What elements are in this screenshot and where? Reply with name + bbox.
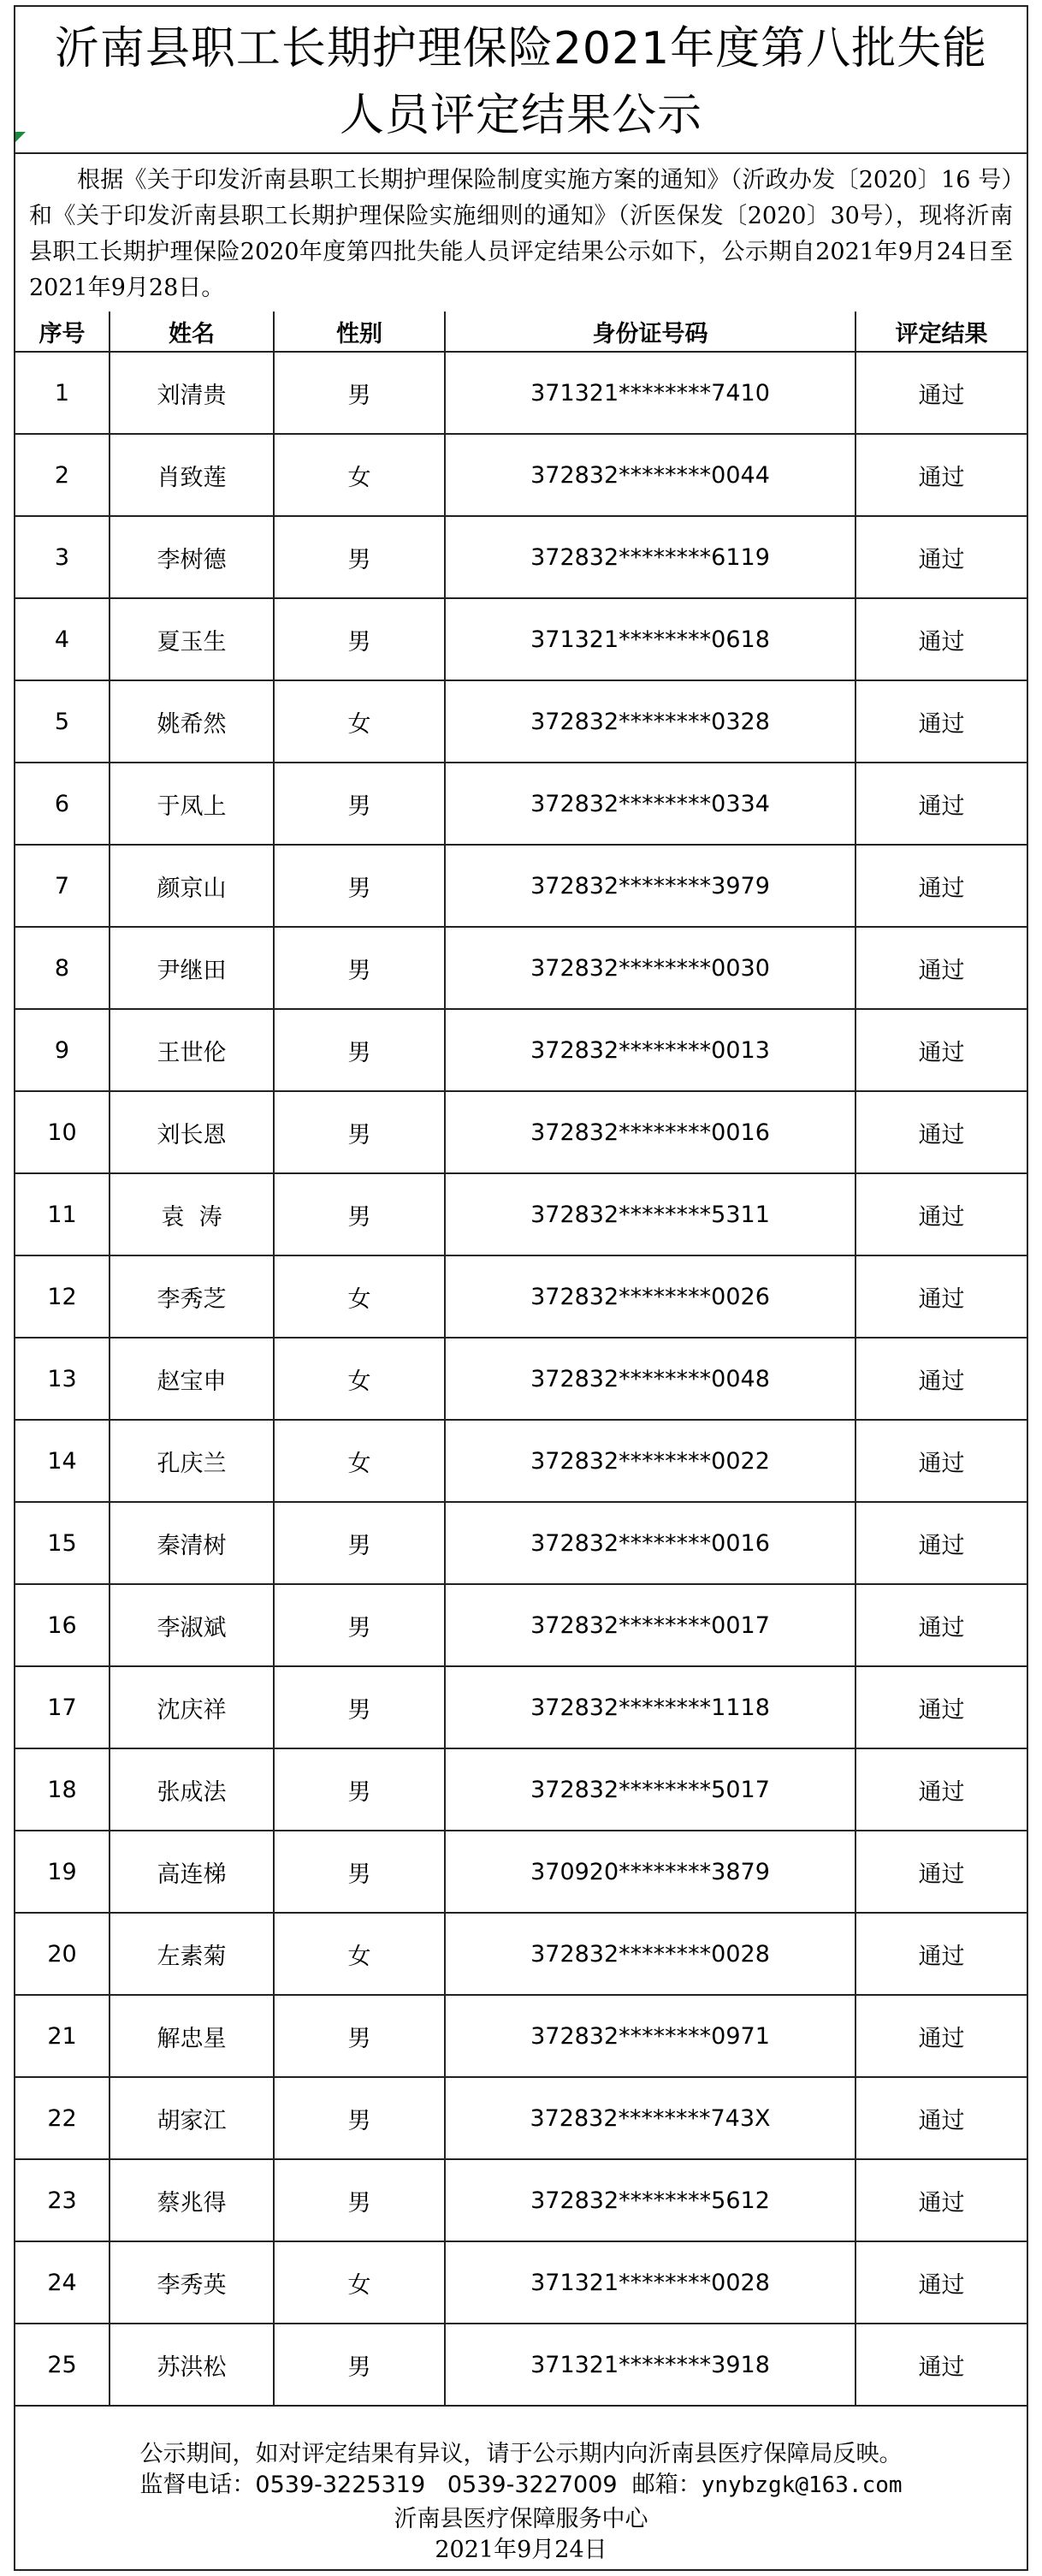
cell-name: 姚希然	[110, 680, 274, 763]
cell-result: 通过	[856, 1584, 1027, 1666]
cell-index: 20	[15, 1913, 110, 1995]
cell-result: 通过	[856, 2077, 1027, 2159]
cell-gender: 女	[274, 1255, 445, 1338]
cell-id-number: 372832********5017	[445, 1748, 856, 1831]
cell-result: 通过	[856, 598, 1027, 680]
table-row	[15, 1995, 1027, 2077]
cell-id-number: 372832********0026	[445, 1255, 856, 1338]
cell-name: 赵宝申	[110, 1338, 274, 1420]
cell-index: 19	[15, 1831, 110, 1913]
cell-result: 通过	[856, 680, 1027, 763]
notice-sheet	[14, 5, 1028, 2571]
cell-gender: 男	[274, 1584, 445, 1666]
table-row	[15, 1502, 1027, 1584]
cell-index: 18	[15, 1748, 110, 1831]
table-row	[15, 1255, 1027, 1338]
table-row	[15, 1748, 1027, 1831]
title-line-2: 人员评定结果公示	[339, 90, 702, 141]
cell-result: 通过	[856, 1173, 1027, 1255]
cell-index: 10	[15, 1091, 110, 1173]
cell-result: 通过	[856, 1420, 1027, 1502]
intro-paragraph: 根据《关于印发沂南县职工长期护理保险制度实施方案的通知》（沂政办发〔2020〕16 号）和《关于印发沂南县职工长期护理保险实施细则的通知》（沂医保发〔2020〕30号），现将沂南县职工长期护理保险2020年度第四批失能人员评定结果公示如下，公示期自2021年9月24日至2021年9月28日。	[29, 167, 1013, 301]
cell-name: 秦清树	[110, 1502, 274, 1584]
cell-id-number: 372832********0328	[445, 680, 856, 763]
cell-id-number: 372832********0013	[445, 1009, 856, 1091]
phone-label: 监督电话：	[139, 2472, 256, 2498]
cell-id-number: 372832********0022	[445, 1420, 856, 1502]
table-row	[15, 352, 1027, 434]
email-address: ynybzgk@163.com	[701, 2472, 903, 2498]
cell-result: 通过	[856, 927, 1027, 1009]
cell-gender: 男	[274, 516, 445, 598]
table-row	[15, 845, 1027, 927]
cell-name: 蔡兆得	[110, 2159, 274, 2241]
cell-gender: 男	[274, 2077, 445, 2159]
table-body	[15, 352, 1027, 2406]
table-row	[15, 1091, 1027, 1173]
cell-gender: 男	[274, 845, 445, 927]
table-row	[15, 1831, 1027, 1913]
cell-name: 张成法	[110, 1748, 274, 1831]
table-row	[15, 1338, 1027, 1420]
cell-gender: 男	[274, 927, 445, 1009]
cell-corner-marker-icon	[15, 132, 26, 142]
cell-id-number: 372832********0028	[445, 1913, 856, 1995]
phone-number-2: 0539-3227009	[447, 2472, 618, 2498]
cell-name: 尹继田	[110, 927, 274, 1009]
cell-gender: 女	[274, 680, 445, 763]
cell-name: 李树德	[110, 516, 274, 598]
cell-index: 13	[15, 1338, 110, 1420]
cell-index: 15	[15, 1502, 110, 1584]
cell-name: 左素菊	[110, 1913, 274, 1995]
cell-gender: 男	[274, 1009, 445, 1091]
table-row	[15, 2077, 1027, 2159]
table-header-row	[15, 312, 1027, 352]
cell-result: 通过	[856, 1502, 1027, 1584]
contact-line	[15, 2470, 1027, 2501]
footer	[15, 2439, 1027, 2566]
cell-name: 袁 涛	[110, 1173, 274, 1255]
cell-id-number: 372832********0017	[445, 1584, 856, 1666]
objection-notice: 公示期间，如对评定结果有异议，请于公示期内向沂南县医疗保障局反映。	[139, 2441, 903, 2467]
cell-name: 于凤上	[110, 763, 274, 845]
results-table	[15, 312, 1027, 2407]
cell-id-number: 372832********5311	[445, 1173, 856, 1255]
cell-name: 李淑斌	[110, 1584, 274, 1666]
cell-id-number: 372832********5612	[445, 2159, 856, 2241]
cell-name: 刘长恩	[110, 1091, 274, 1173]
cell-name: 夏玉生	[110, 598, 274, 680]
cell-index: 11	[15, 1173, 110, 1255]
cell-name: 解忠星	[110, 1995, 274, 2077]
cell-id-number: 372832********0334	[445, 763, 856, 845]
cell-index: 17	[15, 1666, 110, 1748]
cell-gender: 男	[274, 1995, 445, 2077]
cell-id-number: 372832********0030	[445, 927, 856, 1009]
cell-gender: 女	[274, 434, 445, 516]
cell-gender: 男	[274, 1091, 445, 1173]
cell-index: 8	[15, 927, 110, 1009]
table-row	[15, 927, 1027, 1009]
cell-gender: 女	[274, 1338, 445, 1420]
header-id-number: 身份证号码	[445, 312, 856, 352]
cell-id-number: 372832********0971	[445, 1995, 856, 2077]
cell-id-number: 371321********3918	[445, 2324, 856, 2406]
cell-index: 24	[15, 2241, 110, 2324]
phone-number-1: 0539-3225319	[255, 2472, 426, 2498]
cell-index: 12	[15, 1255, 110, 1338]
cell-id-number: 372832********0016	[445, 1091, 856, 1173]
cell-id-number: 372832********743X	[445, 2077, 856, 2159]
cell-index: 23	[15, 2159, 110, 2241]
cell-result: 通过	[856, 1748, 1027, 1831]
cell-result: 通过	[856, 2159, 1027, 2241]
cell-index: 4	[15, 598, 110, 680]
issue-date: 2021年9月24日	[435, 2537, 607, 2563]
cell-gender: 男	[274, 1666, 445, 1748]
table-row	[15, 680, 1027, 763]
cell-id-number: 371321********0028	[445, 2241, 856, 2324]
cell-index: 25	[15, 2324, 110, 2406]
cell-index: 3	[15, 516, 110, 598]
cell-name: 高连梯	[110, 1831, 274, 1913]
table-row	[15, 1913, 1027, 1995]
cell-index: 16	[15, 1584, 110, 1666]
cell-id-number: 371321********0618	[445, 598, 856, 680]
table-row	[15, 516, 1027, 598]
cell-gender: 男	[274, 2159, 445, 2241]
cell-name: 孔庆兰	[110, 1420, 274, 1502]
table-row	[15, 434, 1027, 516]
cell-gender: 男	[274, 2324, 445, 2406]
table-row	[15, 598, 1027, 680]
cell-name: 李秀英	[110, 2241, 274, 2324]
cell-result: 通过	[856, 1666, 1027, 1748]
header-gender: 性别	[274, 312, 445, 352]
title-divider	[15, 152, 1027, 154]
table-row	[15, 1009, 1027, 1091]
cell-gender: 男	[274, 352, 445, 434]
email-label: 邮箱：	[631, 2472, 702, 2498]
cell-index: 22	[15, 2077, 110, 2159]
cell-gender: 男	[274, 598, 445, 680]
title-line-1: 沂南县职工长期护理保险2021年度第八批失能	[54, 23, 988, 74]
table-row	[15, 2324, 1027, 2406]
cell-name: 王世伦	[110, 1009, 274, 1091]
cell-id-number: 372832********0048	[445, 1338, 856, 1420]
cell-index: 14	[15, 1420, 110, 1502]
cell-gender: 男	[274, 1831, 445, 1913]
cell-result: 通过	[856, 1831, 1027, 1913]
issuing-organization: 沂南县医疗保障服务中心	[394, 2506, 648, 2532]
table-row	[15, 1666, 1027, 1748]
header-result: 评定结果	[856, 312, 1027, 352]
cell-result: 通过	[856, 1338, 1027, 1420]
cell-result: 通过	[856, 434, 1027, 516]
cell-name: 胡家江	[110, 2077, 274, 2159]
cell-index: 7	[15, 845, 110, 927]
cell-gender: 男	[274, 1173, 445, 1255]
cell-index: 5	[15, 680, 110, 763]
cell-result: 通过	[856, 845, 1027, 927]
table-row	[15, 1584, 1027, 1666]
cell-gender: 女	[274, 2241, 445, 2324]
cell-id-number: 372832********6119	[445, 516, 856, 598]
cell-result: 通过	[856, 2324, 1027, 2406]
cell-index: 21	[15, 1995, 110, 2077]
cell-gender: 男	[274, 1502, 445, 1584]
cell-id-number: 371321********7410	[445, 352, 856, 434]
cell-result: 通过	[856, 1255, 1027, 1338]
cell-name: 肖致莲	[110, 434, 274, 516]
cell-index: 2	[15, 434, 110, 516]
header-index: 序号	[15, 312, 110, 352]
cell-result: 通过	[856, 1091, 1027, 1173]
cell-gender: 女	[274, 1420, 445, 1502]
cell-index: 9	[15, 1009, 110, 1091]
cell-name: 苏洪松	[110, 2324, 274, 2406]
cell-index: 1	[15, 352, 110, 434]
cell-id-number: 372832********1118	[445, 1666, 856, 1748]
cell-result: 通过	[856, 1009, 1027, 1091]
table-row	[15, 1173, 1027, 1255]
cell-id-number: 370920********3879	[445, 1831, 856, 1913]
page-title	[15, 15, 1027, 149]
table-row	[15, 763, 1027, 845]
header-name: 姓名	[110, 312, 274, 352]
cell-result: 通过	[856, 516, 1027, 598]
cell-gender: 男	[274, 1748, 445, 1831]
table-row	[15, 2241, 1027, 2324]
cell-name: 颜京山	[110, 845, 274, 927]
cell-result: 通过	[856, 1913, 1027, 1995]
cell-name: 沈庆祥	[110, 1666, 274, 1748]
cell-result: 通过	[856, 763, 1027, 845]
cell-name: 李秀芝	[110, 1255, 274, 1338]
cell-result: 通过	[856, 352, 1027, 434]
cell-id-number: 372832********0044	[445, 434, 856, 516]
cell-name: 刘清贵	[110, 352, 274, 434]
cell-gender: 男	[274, 763, 445, 845]
table-row	[15, 1420, 1027, 1502]
cell-id-number: 372832********0016	[445, 1502, 856, 1584]
cell-result: 通过	[856, 1995, 1027, 2077]
table-row	[15, 2159, 1027, 2241]
cell-id-number: 372832********3979	[445, 845, 856, 927]
cell-result: 通过	[856, 2241, 1027, 2324]
cell-gender: 女	[274, 1913, 445, 1995]
cell-index: 6	[15, 763, 110, 845]
